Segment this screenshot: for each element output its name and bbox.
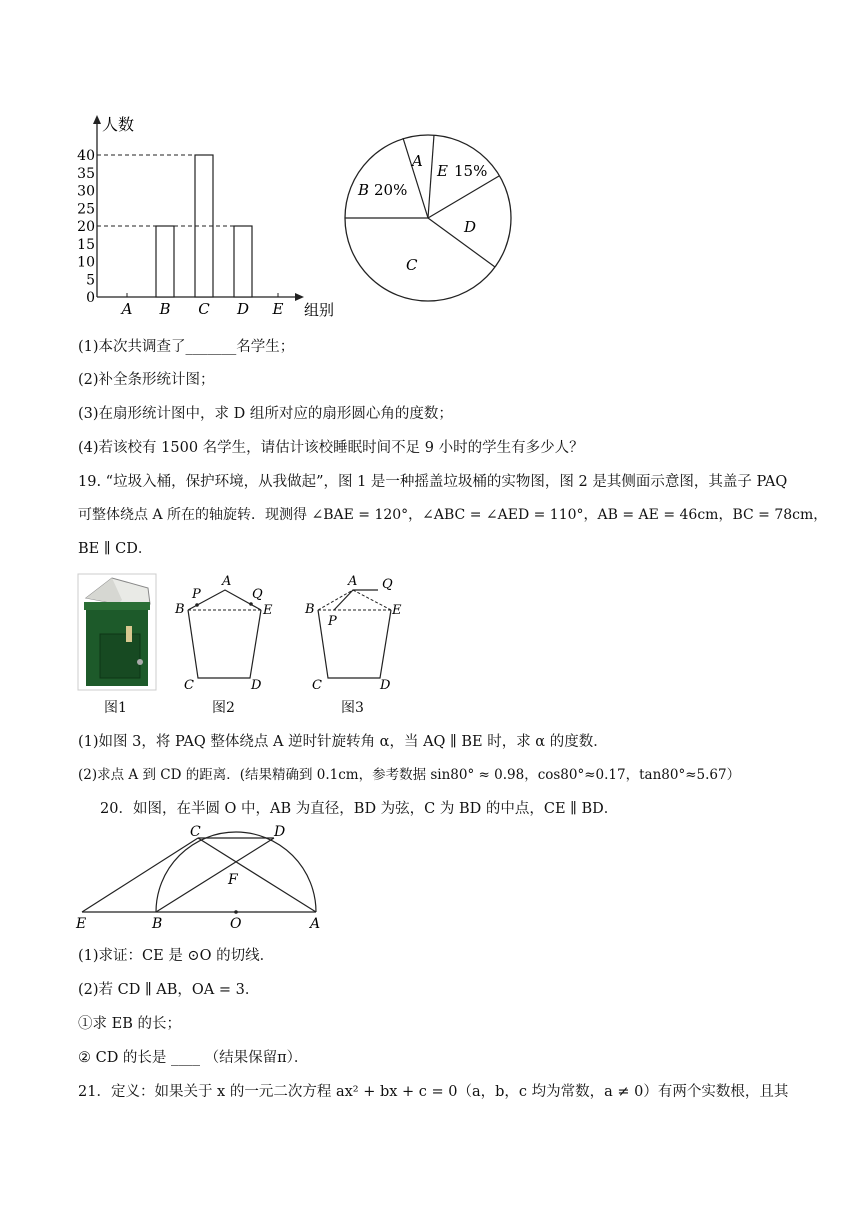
trash-bin-photo — [78, 574, 156, 690]
svg-text:E: E — [392, 603, 402, 618]
fig3-caption: 图3 — [341, 700, 364, 716]
svg-text:E: E — [76, 916, 87, 932]
q20-line1: 20．如图，在半圆 O 中，AB 为直径，BD 为弦，C 为 BD 的中点，CE ∥ BD． — [100, 801, 619, 817]
y-tick-label: 10 — [77, 254, 95, 271]
y-tick-label: 35 — [77, 165, 95, 182]
q20-part2: (2)若 CD ∥ AB，OA = 3． — [78, 982, 260, 998]
pie-chart — [342, 132, 514, 304]
bar-chart — [77, 110, 350, 325]
y-tick-label: 30 — [77, 183, 95, 200]
q18-part3: (3)在扇形统计图中，求 D 组所对应的扇形圆心角的度数； — [78, 406, 453, 422]
q21-line1: 21．定义：如果关于 x 的一元二次方程 ax² + bx + c = 0（a，b，c 均为常数，a ≠ 0）有两个实数根，且其 — [78, 1084, 789, 1100]
svg-text:D: D — [380, 678, 391, 693]
svg-text:P: P — [328, 614, 337, 629]
q19-part2: (2)求点 A 到 CD 的距离．(结果精确到 0.1cm，参考数据 sin80° ≈ 0.98，cos80°≈0.17，tan80°≈5.67） — [78, 767, 741, 783]
y-tick-label: 5 — [86, 272, 95, 289]
pie-label-c: C — [406, 256, 418, 274]
q20-part1: (1)求证：CE 是 ⊙O 的切线． — [78, 948, 275, 964]
q19-line1: 19. “垃圾入桶，保护环境，从我做起”，图 1 是一种摇盖垃圾桶的实物图，图 2 是其侧面示意图，其盖子 PAQ — [78, 474, 788, 490]
y-tick-label: 15 — [77, 236, 95, 253]
fig2-caption: 图2 — [212, 700, 235, 716]
svg-text:B: B — [305, 602, 315, 617]
svg-text:B: B — [152, 916, 163, 932]
q19-line2: 可整体绕点 A 所在的轴旋转．现测得 ∠BAE = 120°，∠ABC = ∠AED = 110°，AB = AE = 46cm，BC = 78cm， — [78, 507, 828, 523]
figure-3-diagram — [300, 572, 410, 694]
svg-text:C: C — [312, 678, 322, 693]
q20-part3: ①求 EB 的长； — [78, 1016, 181, 1032]
svg-text:A: A — [222, 574, 232, 589]
x-axis-label: 组别 — [304, 301, 335, 319]
q19-part1: (1)如图 3，将 PAQ 整体绕点 A 逆时针旋转角 α，当 AQ ∥ BE 时，求 α 的度数． — [78, 734, 608, 750]
svg-text:C: C — [184, 678, 194, 693]
pie-pct-e: 15% — [454, 162, 488, 180]
y-tick-label: 40 — [77, 148, 95, 164]
svg-text:E: E — [263, 603, 273, 618]
x-tick-label: B — [159, 300, 171, 318]
x-axis-arrow — [295, 293, 304, 301]
y-tick-label: 0 — [86, 290, 95, 306]
x-tick-label: A — [121, 300, 133, 318]
y-tick-label: 20 — [77, 219, 95, 235]
y-axis-arrow — [93, 115, 101, 124]
bar-d — [234, 226, 252, 297]
svg-text:P: P — [192, 587, 201, 602]
pie-label-b: B — [358, 181, 370, 199]
q18-part4: (4)若该校有 1500 名学生，请估计该校睡眠时间不足 9 小时的学生有多少人？ — [78, 440, 584, 456]
svg-text:Q: Q — [382, 577, 393, 592]
svg-text:D: D — [251, 678, 262, 693]
figure-2-diagram — [170, 572, 280, 694]
svg-text:B: B — [175, 602, 185, 617]
x-tick-label: D — [236, 300, 250, 318]
y-tick-label: 25 — [77, 201, 95, 218]
bar-b — [156, 226, 174, 297]
pie-pct-b: 20% — [374, 181, 408, 199]
svg-text:F: F — [228, 872, 238, 888]
svg-text:A: A — [310, 916, 321, 932]
pie-label-d: D — [464, 218, 477, 236]
x-tick-label: E — [272, 300, 284, 318]
pie-label-e: E — [437, 162, 448, 180]
q20-part4: ② CD 的长是 ____ （结果保留π）． — [78, 1050, 309, 1066]
semicircle-diagram — [72, 826, 322, 932]
svg-text:Q: Q — [252, 587, 263, 602]
svg-text:A: A — [348, 574, 358, 589]
fig1-caption: 图1 — [104, 700, 127, 716]
q18-part2: (2)补全条形统计图； — [78, 372, 215, 388]
q18-part1: (1)本次共调查了_______名学生； — [78, 339, 295, 355]
q19-line3: BE ∥ CD． — [78, 541, 153, 557]
svg-text:O: O — [230, 916, 242, 932]
svg-text:C: C — [190, 824, 201, 840]
y-axis-label: 人数 — [102, 115, 135, 134]
x-tick-label: C — [198, 300, 210, 318]
pie-label-a: A — [412, 152, 423, 170]
svg-text:D: D — [274, 824, 286, 840]
